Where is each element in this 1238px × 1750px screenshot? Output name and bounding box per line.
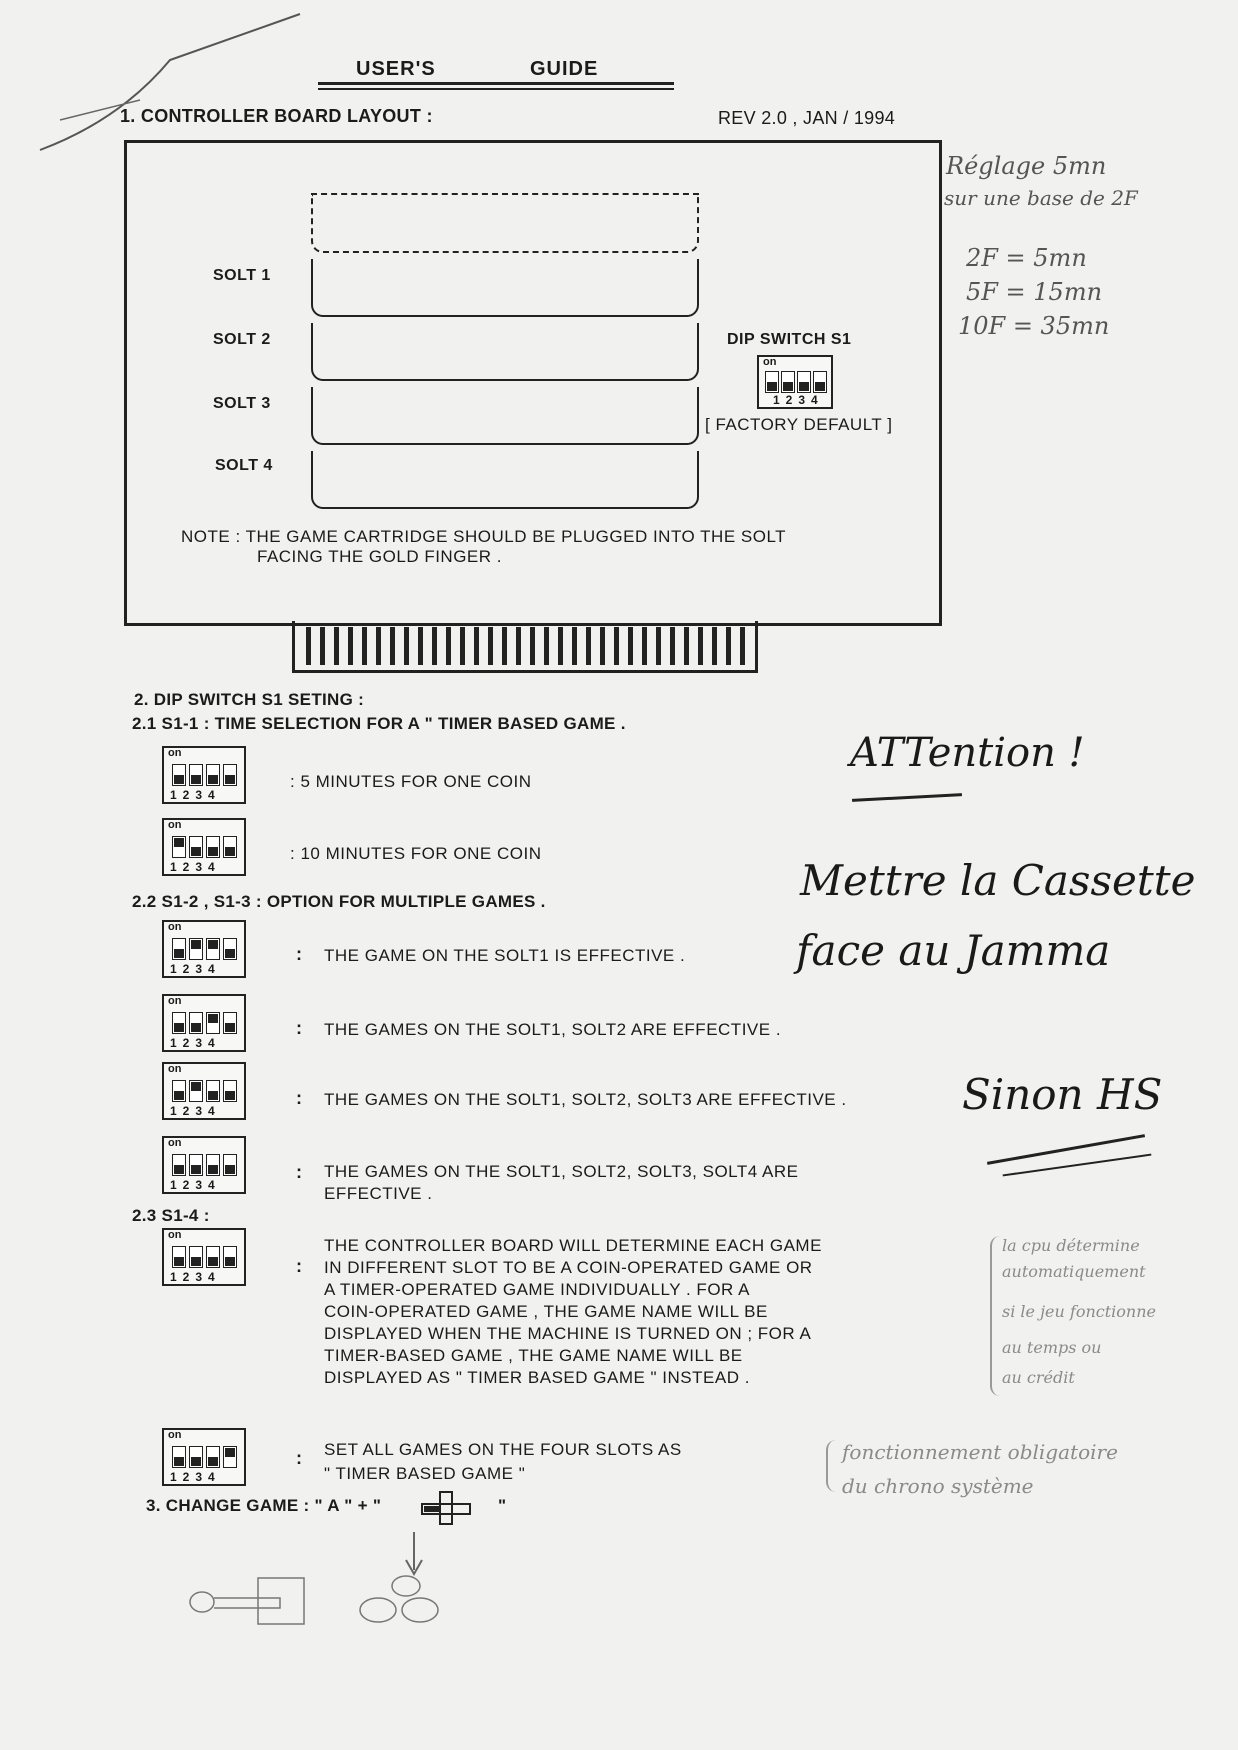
dip-sw-1 bbox=[172, 938, 186, 960]
slot-1 bbox=[311, 259, 699, 317]
s14-line-5: DISPLAYED WHEN THE MACHINE IS TURNED ON ; FOR A bbox=[324, 1324, 812, 1343]
hand-attention: ATTention ! bbox=[850, 730, 1085, 776]
note-line-1: NOTE : THE GAME CARTRIDGE SHOULD BE PLUGGED INTO THE SOLT bbox=[181, 527, 787, 546]
dip-sw-2 bbox=[189, 1080, 203, 1102]
dip-10min bbox=[162, 818, 246, 876]
slot-1-label: SOLT 1 bbox=[213, 267, 271, 284]
joystick-sketch bbox=[170, 1530, 490, 1640]
s14-line-4: COIN-OPERATED GAME , THE GAME NAME WILL BE bbox=[324, 1302, 768, 1321]
multi-option-2: THE GAMES ON THE SOLT1, SOLT2 ARE EFFECTIVE . bbox=[324, 1020, 782, 1039]
slot-2-label: SOLT 2 bbox=[213, 331, 271, 348]
set-all-line-1: SET ALL GAMES ON THE FOUR SLOTS AS bbox=[324, 1440, 682, 1459]
dip-sw-3 bbox=[206, 1080, 220, 1102]
hand-mettre-line1: Mettre la Cassette bbox=[800, 856, 1196, 905]
dip-sw-2 bbox=[189, 1246, 203, 1268]
dip-multi-3 bbox=[162, 1062, 246, 1120]
dip-sw-4 bbox=[223, 1246, 237, 1268]
set-all-line-2: " TIMER BASED GAME " bbox=[324, 1464, 526, 1483]
dip-sw-2 bbox=[189, 836, 203, 858]
pencil-note-5: au crédit bbox=[1002, 1368, 1075, 1387]
hand-note-base: sur une base de 2F bbox=[944, 186, 1138, 210]
dip-nums: 1234 bbox=[170, 1036, 221, 1050]
s14-line-2: IN DIFFERENT SLOT TO BE A COIN-OPERATED GAME OR bbox=[324, 1258, 813, 1277]
dip-switch-factory-default bbox=[757, 355, 833, 409]
option-10-minutes: : 10 MINUTES FOR ONE COIN bbox=[290, 844, 542, 863]
hand-note-reglage: Réglage 5mn bbox=[946, 152, 1107, 180]
colon: : bbox=[296, 1256, 302, 1276]
dip-nums: 1234 bbox=[170, 788, 221, 802]
hand-note-10f: 10F = 35mn bbox=[958, 312, 1110, 340]
header-underline bbox=[318, 82, 674, 85]
s14-line-1: THE CONTROLLER BOARD WILL DETERMINE EACH GAME bbox=[324, 1236, 822, 1255]
dip-on-label: on bbox=[168, 1063, 182, 1075]
dip-sw-3 bbox=[206, 1154, 220, 1176]
dip-set-all-timer bbox=[162, 1428, 246, 1486]
dip-nums: 1234 bbox=[170, 1104, 221, 1118]
option-5-minutes: : 5 MINUTES FOR ONE COIN bbox=[290, 772, 532, 791]
dip-sw-4 bbox=[813, 371, 827, 393]
hand-mettre-line2: face au Jamma bbox=[796, 926, 1111, 975]
dip-nums: 1234 bbox=[170, 1470, 221, 1484]
dip-on-label: on bbox=[168, 1137, 182, 1149]
dip-sw-1 bbox=[172, 1080, 186, 1102]
dip-nums: 1234 bbox=[170, 1270, 221, 1284]
dip-sw-4 bbox=[223, 1080, 237, 1102]
dip-nums: 1234 bbox=[170, 1178, 221, 1192]
dip-sw-3 bbox=[797, 371, 811, 393]
section2-title: 2. DIP SWITCH S1 SETING : bbox=[134, 690, 365, 709]
dip-on-label: on bbox=[763, 356, 777, 368]
controller-board-diagram bbox=[124, 140, 942, 626]
dip-on-label: on bbox=[168, 995, 182, 1007]
colon: : bbox=[296, 1018, 302, 1038]
header-underline-2 bbox=[318, 88, 674, 90]
colon: : bbox=[296, 1162, 302, 1182]
section2-1-title: 2.1 S1-1 : TIME SELECTION FOR A " TIMER BASED GAME . bbox=[132, 714, 626, 733]
dip-multi-1 bbox=[162, 920, 246, 978]
dip-nums: 1234 bbox=[170, 962, 221, 976]
slot-placeholder-dashed bbox=[311, 193, 699, 253]
dip-sw-2 bbox=[189, 1012, 203, 1034]
note-line-2: FACING THE GOLD FINGER . bbox=[257, 547, 502, 566]
colon: : bbox=[296, 1448, 302, 1468]
pencil-note-6: fonctionnement obligatoire bbox=[842, 1440, 1118, 1464]
dip-sw-3 bbox=[206, 1446, 220, 1468]
section1-title: 1. CONTROLLER BOARD LAYOUT : bbox=[120, 106, 433, 126]
dip-sw-2 bbox=[189, 1446, 203, 1468]
dip-sw-1 bbox=[172, 764, 186, 786]
dip-sw-4 bbox=[223, 1012, 237, 1034]
dip-sw-1 bbox=[172, 1446, 186, 1468]
dip-5min bbox=[162, 746, 246, 804]
multi-option-1: THE GAME ON THE SOLT1 IS EFFECTIVE . bbox=[324, 946, 686, 965]
dip-sw-2 bbox=[189, 938, 203, 960]
dip-sw-4 bbox=[223, 764, 237, 786]
slot-3 bbox=[311, 387, 699, 445]
dip-sw-3 bbox=[206, 938, 220, 960]
dip-sw-4 bbox=[223, 938, 237, 960]
factory-default-label: [ FACTORY DEFAULT ] bbox=[705, 415, 893, 434]
pencil-bracket-2 bbox=[826, 1440, 836, 1492]
dip-sw-3 bbox=[206, 764, 220, 786]
hand-note-5f: 5F = 15mn bbox=[966, 278, 1103, 306]
slot-2 bbox=[311, 323, 699, 381]
hand-sinon-hs: Sinon HS bbox=[962, 1070, 1163, 1119]
attention-underline bbox=[852, 793, 962, 802]
dip-on-label: on bbox=[168, 1229, 182, 1241]
pencil-note-2: automatiquement bbox=[1002, 1262, 1146, 1281]
dip-multi-4 bbox=[162, 1136, 246, 1194]
dip-on-label: on bbox=[168, 819, 182, 831]
multi-option-4-cont: EFFECTIVE . bbox=[324, 1184, 433, 1203]
s14-line-7: DISPLAYED AS " TIMER BASED GAME " INSTEAD . bbox=[324, 1368, 750, 1387]
dip-sw-1 bbox=[765, 371, 779, 393]
dip-on-label: on bbox=[168, 921, 182, 933]
dip-sw-4 bbox=[223, 1446, 237, 1468]
colon: : bbox=[296, 1088, 302, 1108]
section3-title: 3. CHANGE GAME : " A " + " bbox=[146, 1496, 382, 1515]
dip-sw-4 bbox=[223, 1154, 237, 1176]
section2-2-title: 2.2 S1-2 , S1-3 : OPTION FOR MULTIPLE GAMES . bbox=[132, 892, 546, 911]
colon: : bbox=[296, 944, 302, 964]
pencil-bracket-1 bbox=[990, 1236, 1000, 1396]
slot-4-label: SOLT 4 bbox=[215, 457, 273, 474]
pencil-note-3: si le jeu fonctionne bbox=[1002, 1302, 1156, 1321]
dip-sw-3 bbox=[206, 1246, 220, 1268]
guide-title-guide: GUIDE bbox=[530, 58, 599, 80]
hand-note-2f: 2F = 5mn bbox=[966, 244, 1087, 272]
slot-4 bbox=[311, 451, 699, 509]
pencil-note-4: au temps ou bbox=[1002, 1338, 1102, 1357]
pencil-note-7: du chrono système bbox=[842, 1474, 1034, 1498]
multi-option-4: THE GAMES ON THE SOLT1, SOLT2, SOLT3, SOLT4 ARE bbox=[324, 1162, 799, 1181]
sinon-underline-1 bbox=[987, 1134, 1145, 1165]
pencil-note-1: la cpu détermine bbox=[1002, 1236, 1140, 1255]
dip-s14-default bbox=[162, 1228, 246, 1286]
s14-line-6: TIMER-BASED GAME , THE GAME NAME WILL BE bbox=[324, 1346, 743, 1365]
s14-line-3: A TIMER-OPERATED GAME INDIVIDUALLY . FOR A bbox=[324, 1280, 750, 1299]
guide-title-users: USER'S bbox=[356, 58, 436, 80]
dip-multi-2 bbox=[162, 994, 246, 1052]
dip-sw-1 bbox=[172, 1012, 186, 1034]
section3-quote-end: " bbox=[498, 1496, 507, 1515]
dip-sw-3 bbox=[206, 836, 220, 858]
dip-sw-2 bbox=[189, 764, 203, 786]
dip-sw-3 bbox=[206, 1012, 220, 1034]
dip-on-label: on bbox=[168, 747, 182, 759]
dip-sw-2 bbox=[189, 1154, 203, 1176]
dip-nums: 1234 bbox=[773, 393, 824, 407]
dip-sw-4 bbox=[223, 836, 237, 858]
dip-sw-1 bbox=[172, 836, 186, 858]
edge-connector-gold-finger bbox=[292, 621, 758, 673]
dpad-icon bbox=[416, 1490, 476, 1526]
dip-sw-2 bbox=[781, 371, 795, 393]
dip-nums: 1234 bbox=[170, 860, 221, 874]
slot-3-label: SOLT 3 bbox=[213, 395, 271, 412]
dip-sw-1 bbox=[172, 1246, 186, 1268]
dip-switch-s1-label: DIP SWITCH S1 bbox=[727, 331, 852, 348]
revision-date: REV 2.0 , JAN / 1994 bbox=[718, 108, 896, 128]
multi-option-3: THE GAMES ON THE SOLT1, SOLT2, SOLT3 ARE EFFECTIVE . bbox=[324, 1090, 847, 1109]
dip-on-label: on bbox=[168, 1429, 182, 1441]
section2-3-title: 2.3 S1-4 : bbox=[132, 1206, 210, 1225]
dip-sw-1 bbox=[172, 1154, 186, 1176]
